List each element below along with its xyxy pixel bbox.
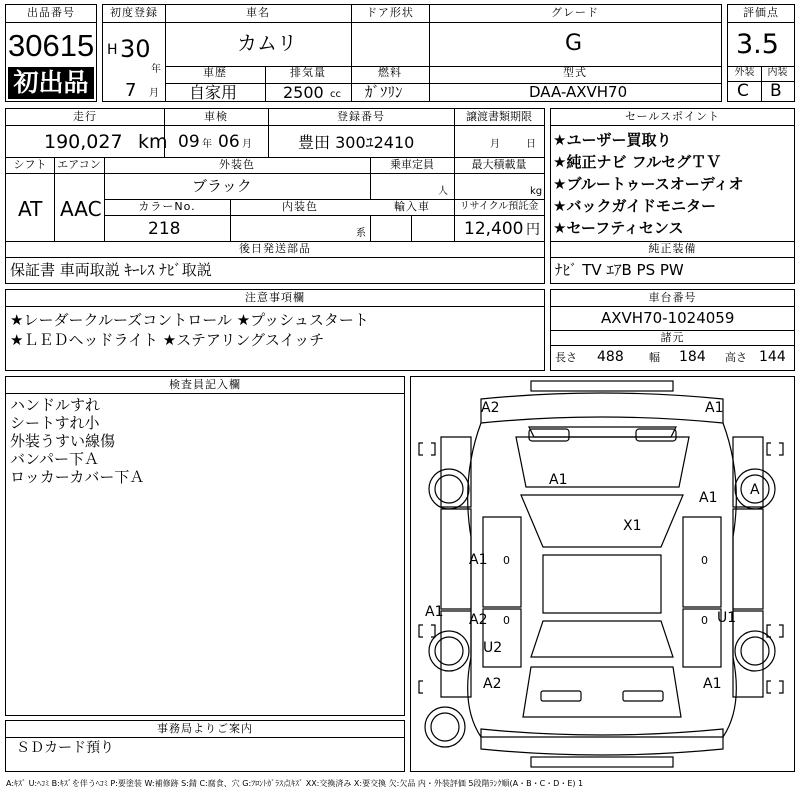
first-listing-badge [8,67,94,99]
chassis-value: AXVH70-1024059 [601,309,735,327]
grade-value: G [565,31,583,56]
small-mark: 0 [701,614,708,627]
sales-point-item: ★ブルートゥースオーディオ [553,175,744,193]
fuel-value: ｶﾞｿﾘﾝ [365,83,403,101]
damage-mark: A2 [469,612,488,628]
model-label: 型式 [563,66,587,79]
damage-mark: A1 [705,400,724,416]
inspection-month-unit: 月 [242,139,252,150]
registration-value: 豊田 300ﾕ2410 [298,133,415,152]
damage-mark: A1 [699,490,718,506]
car-name-label: 車名 [246,6,270,19]
transfer-month-unit: 月 [490,139,500,150]
lot-label: 出品番号 [27,6,75,19]
displacement-value: 2500 [283,83,324,102]
inspector-line: ハンドルすれ [10,396,101,414]
small-mark: 0 [503,614,510,627]
door-label: ドア形状 [366,6,414,19]
max-load-label: 最大積載量 [471,158,527,171]
small-mark: 0 [701,554,708,567]
recycle-label: リサイクル預託金 [459,201,539,212]
int-color-unit: 系 [356,228,366,239]
inspector-line: シートすれ小 [10,414,100,432]
first-reg-label: 初度登録 [110,6,158,19]
score-value: 3.5 [736,29,779,60]
inspection-label: 車検 [204,110,228,123]
inspection-month: 06 [218,132,240,152]
fuel-label: 燃料 [378,66,402,79]
first-reg-month-unit: 月 [149,88,159,99]
caution-label: 注意事項欄 [245,291,305,304]
damage-mark: A1 [425,604,444,620]
mileage-label: 走行 [73,110,97,123]
damage-mark: A2 [481,400,500,416]
later-parts-label: 後日発送部品 [239,242,311,255]
main-header-box [102,4,722,102]
model-value: DAA-AXVH70 [529,83,628,101]
ext-color-value: ブラック [192,177,252,195]
registration-label: 登録番号 [337,110,385,123]
width-value: 184 [679,349,706,365]
lot-number: 30615 [8,28,95,63]
history-label: 車歴 [203,66,227,79]
capacity-unit: 人 [438,186,448,197]
mileage-unit: km [138,131,168,153]
grade-label: グレード [551,6,599,19]
shift-label: シフト [13,158,47,171]
length-value: 488 [597,349,624,365]
damage-mark: A2 [483,676,502,692]
color-no-value: 218 [148,219,181,239]
aircon-value: AAC [60,197,102,221]
displacement-unit: cc [330,89,341,100]
shift-value: AT [18,197,43,221]
damage-mark: A1 [469,552,488,568]
equipment-value: ﾅﾋﾞ TV ｴｱB PS PW [555,261,684,279]
sales-point-item: ★バックガイドモニター [553,197,716,215]
height-label: 高さ [725,351,747,364]
recycle-unit: 円 [526,222,540,238]
first-reg-era: H [107,42,118,58]
history-value: 自家用 [189,83,238,102]
length-label: 長さ [555,351,577,364]
sales-points-list [553,129,744,239]
later-parts-value: 保証書 車両取説 ｷｰﾚｽ ﾅﾋﾞ取説 [10,261,212,279]
max-load-unit: kg [530,186,543,197]
inspection-year: 09 [178,132,200,152]
sales-box [550,108,795,284]
displacement-label: 排気量 [290,66,326,79]
int-color-label: 内装色 [282,200,318,213]
first-reg-year-unit: 年 [151,64,161,75]
ext-color-label: 外装色 [219,158,255,171]
caution-box [5,289,545,371]
caution-line: ★レーダークルーズコントロール ★プッシュスタート [10,311,369,329]
damage-mark: U2 [483,640,503,656]
inspection-year-unit: 年 [202,139,212,150]
chassis-label: 車台番号 [648,291,697,304]
first-reg-month: 7 [125,80,137,101]
office-value: ＳＤカード預り [16,740,114,756]
int-score: B [770,81,782,101]
score-label: 評価点 [743,6,779,19]
transfer-day-unit: 日 [526,139,536,150]
inspector-line: 外装うすい線傷 [10,432,116,450]
lot-box [5,4,97,102]
specs-label: 諸元 [660,331,685,344]
sales-point-item: ★セーフティセンス [553,219,684,237]
recycle-value: 12,400 [464,219,524,239]
sales-point-item: ★純正ナビ フルセグＴＶ [553,153,722,171]
damage-mark: U1 [717,610,737,626]
caution-lines [10,310,369,350]
inspector-lines [10,396,144,486]
inspector-line: バンパー下Ａ [10,450,99,468]
inspector-label: 検査員記入欄 [169,378,241,391]
inspector-box [5,376,405,716]
damage-mark: A1 [703,676,722,692]
vehicle-info-box [5,108,545,284]
transfer-label: 譲渡書類期限 [466,110,532,123]
int-score-label: 内装 [767,67,788,78]
car-diagram-box [410,376,795,772]
ext-score-label: 外装 [734,67,755,78]
chassis-box [550,289,795,371]
sales-point-item: ★ユーザー買取り [553,131,672,149]
car-name-value: カムリ [237,31,297,55]
caution-line: ★ＬＥＤヘッドライト ★ステアリングスイッチ [10,331,325,349]
damage-mark: A1 [549,472,568,488]
import-label: 輸入車 [394,200,430,213]
capacity-label: 乗車定員 [390,158,434,171]
office-box [5,720,405,772]
equipment-label: 純正装備 [648,242,697,255]
ext-score: C [737,81,749,101]
damage-mark: A [750,482,760,498]
legend-text: A:ｷｽﾞ U:ﾍｺﾐ B:ｷｽﾞを伴うﾍｺﾐ P:要塗装 W:補修跡 S:錆 C:腐食、穴 G:ﾌﾛﾝﾄｶﾞﾗｽ点ｷｽﾞ XX:交換済み X:要交換 欠:欠品 内・外装評価 5段階ﾗﾝｸ順(A・B・C・D・E) 1 [6,779,584,788]
mileage-value: 190,027 [44,131,123,153]
width-label: 幅 [649,351,660,364]
first-listing-text: 初出品 [13,68,89,97]
first-reg-year: 30 [120,35,151,63]
small-mark: 0 [503,554,510,567]
damage-mark: X1 [623,518,642,534]
height-value: 144 [759,349,786,365]
aircon-label: エアコン [57,158,101,171]
car-diagram [411,377,794,771]
inspector-line: ロッカーカバー下Ａ [10,468,145,486]
score-box [727,4,795,102]
sales-points-label: セールスポイント [624,110,720,123]
office-label: 事務局よりご案内 [157,722,253,735]
color-no-label: カラーNo. [138,200,196,213]
